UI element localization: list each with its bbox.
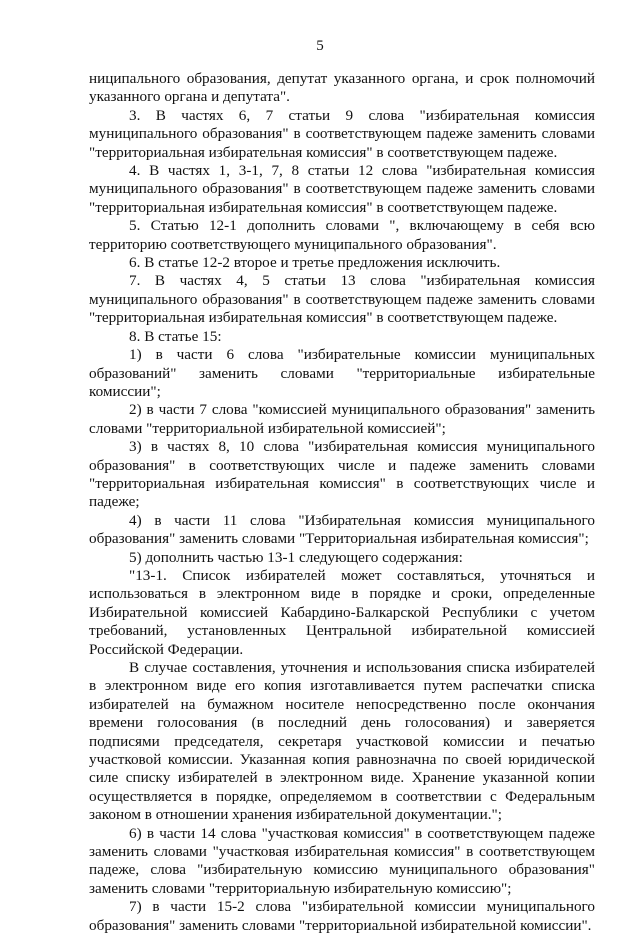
- paragraph-item-8-3: 3) в частях 8, 10 слова "избирательная комиссия муниципального образования" в соответствующих числе и падеже заменить словами "территориальная избирательная комиссия" в соответствующих числе и падеже;: [89, 438, 595, 511]
- paragraph-item-7: 7. В частях 4, 5 статьи 13 слова "избирательная комиссия муниципального образования" в соответствующем падеже заменить словами "территориальная избирательная комиссия" в соответствующем падеже.: [89, 272, 595, 327]
- paragraph-item-5: 5. Статью 12-1 дополнить словами ", включающему в себя всю территорию соответствующего муниципального образования".: [89, 217, 595, 253]
- paragraph-item-8-7: 7) в части 15-2 слова "избирательной комиссии муниципального образования" заменить словами "территориальной избирательной комиссии".: [89, 898, 595, 934]
- paragraph-part-13-1-copy: В случае составления, уточнения и использования списка избирателей в электронном виде его копия изготавливается путем распечатки списка избирателей на бумажном носителе непосредственно после окончания времени голосования (в последний день голосования) и заверяется подписями председателя, секретаря участковой комиссии и печатью участковой комиссии. Указанная копия равнозначна по своей юридической силе списку избирателей в электронном виде. Хранение указанной копии осуществляется в порядке, определяемом в соответствии с Федеральным законом в отношении хранения избирательной документации.";: [89, 659, 595, 824]
- document-body: [89, 70, 595, 935]
- paragraph-item-8-6: 6) в части 14 слова "участковая комиссия" в соответствующем падеже заменить словами "участковая избирательная комиссия" в соответствующем падеже, слова "избирательную комиссию муниципального образования" заменить словами "территориальную избирательную комиссию";: [89, 824, 595, 897]
- paragraph-item-8-5: 5) дополнить частью 13-1 следующего содержания:: [129, 548, 463, 566]
- paragraph-continuation: ниципального образования, депутат указанного органа, и срок полномочий указанного органа и депутата".: [89, 70, 595, 106]
- paragraph-item-8-1: 1) в части 6 слова "избирательные комиссии муниципальных образований" заменить словами "территориальные избирательные комиссии";: [89, 346, 595, 400]
- paragraph-item-8: 8. В статье 15:: [129, 327, 222, 345]
- paragraph-item-6: 6. В статье 12-2 второе и третье предложения исключить.: [129, 254, 501, 272]
- paragraph-part-13-1: "13-1. Список избирателей может составляться, уточняться и использоваться в электронном виде в порядке и сроки, определенные Избирательной комиссией Кабардино-Балкарской Республики с учетом требований, установленных Центральной избирательной комиссией Российской Федерации.: [89, 566, 595, 658]
- paragraph-item-4: 4. В частях 1, 3-1, 7, 8 статьи 12 слова "избирательная комиссия муниципального образования" в соответствующем падеже заменить словами "территориальная избирательная комиссия" в соответствующем падеже.: [89, 162, 595, 216]
- page-number: 5: [316, 38, 324, 54]
- paragraph-item-3: 3. В частях 6, 7 статьи 9 слова "избирательная комиссия муниципального образования" в соответствующем падеже заменить словами "территориальная избирательная комиссия" в соответствующем падеже.: [89, 106, 595, 161]
- paragraph-item-8-4: 4) в части 11 слова "Избирательная комиссия муниципального образования" заменить словами "Территориальная избирательная комиссия";: [89, 511, 595, 548]
- paragraph-item-8-2: 2) в части 7 слова "комиссией муниципального образования" заменить словами "территориальной избирательной комиссией";: [89, 401, 595, 437]
